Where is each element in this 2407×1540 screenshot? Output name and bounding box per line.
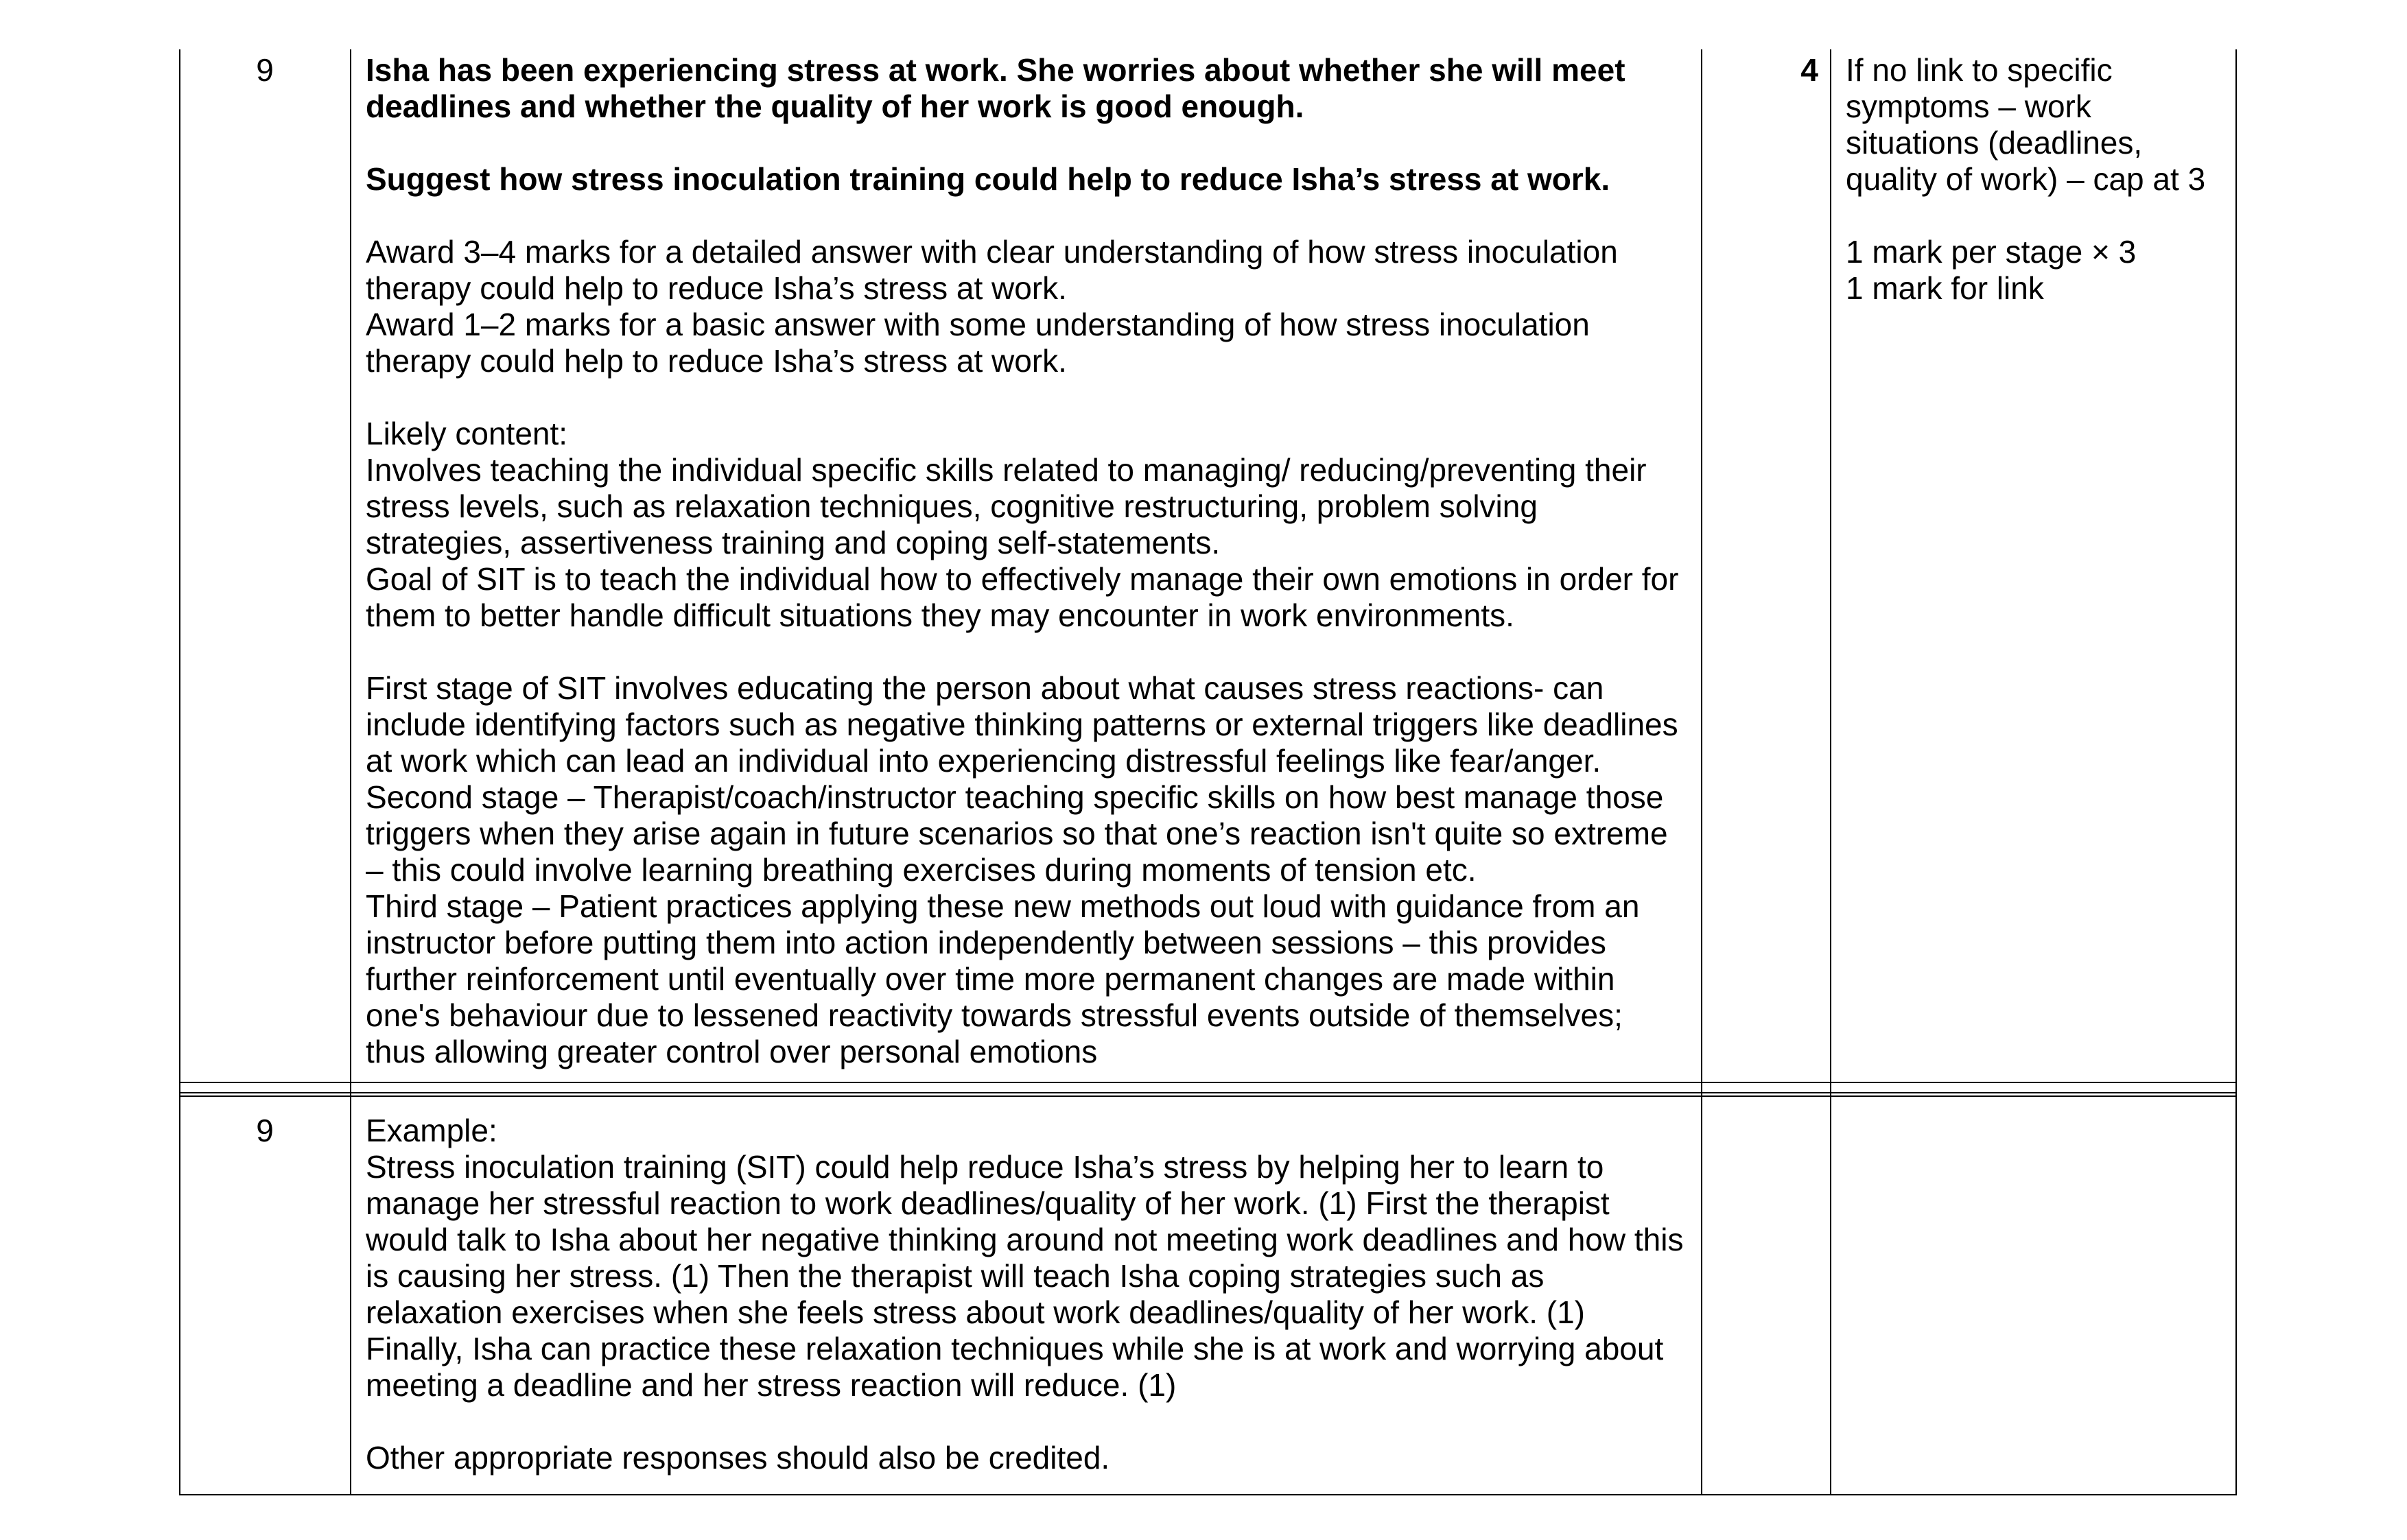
example-line: would talk to Isha about her negative thinking around not meeting work deadlines and how this bbox=[366, 1222, 1684, 1257]
likely-content-line: Involves teaching the individual specific skills related to managing/ reducing/preventing their bbox=[366, 452, 1647, 488]
likely-content-line: stress levels, such as relaxation techniques, cognitive restructuring, problem solving bbox=[366, 488, 1538, 524]
likely-content-line: Goal of SIT is to teach the individual how to effectively manage their own emotions in order for bbox=[366, 561, 1679, 597]
guidance-line: If no link to specific bbox=[1846, 52, 2113, 88]
question-prompt: Suggest how stress inoculation training could help to reduce Isha’s stress at work. bbox=[366, 161, 1610, 197]
stage-line: Second stage – Therapist/coach/instructor teaching specific skills on how best manage those bbox=[366, 779, 1664, 815]
stage-line: instructor before putting them into action independently between sessions – this provides bbox=[366, 925, 1606, 960]
marks-value: 4 bbox=[1800, 52, 1818, 88]
likely-content-line: them to better handle difficult situations they may encounter in work environments. bbox=[366, 597, 1514, 633]
guidance-line: situations (deadlines, bbox=[1846, 125, 2143, 161]
likely-content-line: strategies, assertiveness training and coping self-statements. bbox=[366, 525, 1221, 560]
guidance-line: quality of work) – cap at 3 bbox=[1846, 161, 2206, 197]
example-line: manage her stressful reaction to work deadlines/quality of her work. (1) First the therapist bbox=[366, 1185, 1610, 1221]
example-line: Finally, Isha can practice these relaxation techniques while she is at work and worrying about bbox=[366, 1331, 1664, 1366]
question-text-line: Isha has been experiencing stress at work. She worries about whether she will meet bbox=[366, 52, 1625, 88]
question-number: 9 bbox=[256, 1113, 274, 1148]
example-line: relaxation exercises when she feels stress about work deadlines/quality of her work. (1) bbox=[366, 1294, 1585, 1330]
row-separator-bottom bbox=[179, 1095, 2237, 1097]
stage-line: Third stage – Patient practices applying these new methods out loud with guidance from an bbox=[366, 888, 1640, 924]
mark-band-line: Award 3–4 marks for a detailed answer with clear understanding of how stress inoculation bbox=[366, 234, 1618, 270]
stage-line: triggers when they arise again in future scenarios so that one’s reaction isn't quite so extreme bbox=[366, 816, 1668, 851]
stage-line: include identifying factors such as negative thinking patterns or external triggers like deadlines bbox=[366, 707, 1678, 742]
answer-cell bbox=[366, 52, 1678, 1070]
question-text-line: deadlines and whether the quality of her work is good enough. bbox=[366, 88, 1304, 124]
column-divider-marks bbox=[1830, 49, 1831, 1495]
table-border-bottom bbox=[179, 1494, 2237, 1495]
table-border-right bbox=[2235, 49, 2237, 1495]
guidance-marks-line: 1 mark for link bbox=[1846, 270, 2044, 306]
row-separator-top bbox=[179, 1082, 2237, 1083]
example-line: meeting a deadline and her stress reaction will reduce. (1) bbox=[366, 1367, 1177, 1403]
stage-line: – this could involve learning breathing exercises during moments of tension etc. bbox=[366, 852, 1477, 888]
question-number: 9 bbox=[256, 52, 274, 88]
example-cell bbox=[366, 1113, 1683, 1476]
mark-band-line: therapy could help to reduce Isha’s stress at work. bbox=[366, 343, 1067, 379]
mark-band-line: therapy could help to reduce Isha’s stress at work. bbox=[366, 270, 1067, 306]
stage-line: further reinforcement until eventually over time more permanent changes are made within bbox=[366, 961, 1615, 997]
example-line: Stress inoculation training (SIT) could help reduce Isha’s stress by helping her to learn to bbox=[366, 1149, 1604, 1185]
guidance-line: symptoms – work bbox=[1846, 88, 2091, 124]
example-heading: Example: bbox=[366, 1113, 497, 1148]
guidance-cell bbox=[1846, 52, 2205, 307]
column-divider-question bbox=[350, 49, 351, 1495]
stage-line: thus allowing greater control over personal emotions bbox=[366, 1034, 1098, 1069]
stage-line: one's behaviour due to lessened reactivity towards stressful events outside of themselves; bbox=[366, 997, 1623, 1033]
row-separator-mid bbox=[179, 1092, 2237, 1093]
example-line: is causing her stress. (1) Then the therapist will teach Isha coping strategies such as bbox=[366, 1258, 1545, 1294]
column-divider-answer bbox=[1701, 49, 1702, 1495]
stage-line: at work which can lead an individual into experiencing distressful feelings like fear/anger. bbox=[366, 743, 1601, 779]
likely-content-heading: Likely content: bbox=[366, 416, 568, 451]
table-border-left bbox=[179, 49, 180, 1495]
guidance-marks-line: 1 mark per stage × 3 bbox=[1846, 234, 2137, 270]
closing-note: Other appropriate responses should also be credited. bbox=[366, 1440, 1110, 1476]
stage-line: First stage of SIT involves educating the person about what causes stress reactions- can bbox=[366, 670, 1604, 706]
mark-band-line: Award 1–2 marks for a basic answer with some understanding of how stress inoculation bbox=[366, 307, 1590, 342]
